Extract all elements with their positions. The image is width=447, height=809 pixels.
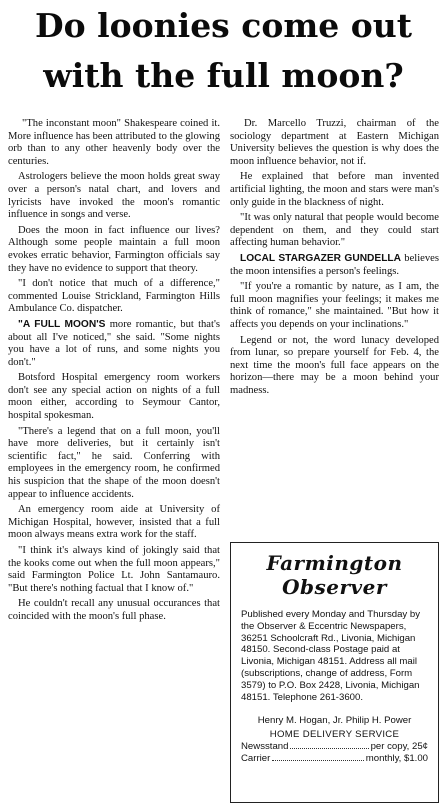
- headline: [6, 0, 441, 98]
- paragraph: "There's a legend that on a full moon, you'll have more deliveries, but it certainly isn't scientific fact," he said. Conferring with employees in the emergency room, he confirmed his suspicion that the shape of the moon doesn't appear to influence accidents.: [8, 425, 220, 500]
- masthead-title-line-2: Observer: [282, 575, 387, 599]
- masthead-publishers: Henry M. Hogan, Jr. Philip H. Power: [257, 715, 412, 727]
- headline-line-2: with the full moon?: [43, 56, 404, 95]
- masthead-title: [241, 551, 428, 599]
- paragraph: He explained that before man invented artificial lighting, the moon and stars were man's only guide in the blackness of night.: [230, 171, 439, 208]
- home-delivery-heading: HOME DELIVERY SERVICE: [269, 729, 400, 741]
- paragraph: "It was only natural that people would become dependent on them, and they could start affecting human behavior.": [230, 212, 439, 249]
- paragraph: Astrologers believe the moon holds great sway over a person's natal chart, and lovers and lyricists have invoked the moon's romantic influence in songs and verse.: [8, 171, 220, 221]
- paragraph: [8, 319, 220, 369]
- paragraph-lead-in: "A FULL MOON'S: [18, 318, 106, 330]
- paragraph: "I don't notice that much of a difference," commented Louise Strickland, Farmington Hills Ambulance Co. dispatcher.: [8, 278, 220, 315]
- paragraph: Does the moon in fact influence our lives? Although some people maintain a full moon evokes erratic behavior, Farmington officials say they have no evidence to support that theory.: [8, 224, 220, 274]
- rate-value: monthly, $1.00: [365, 753, 428, 765]
- paragraph-text: more romantic, but that's about all I've noticed," she said. "Some nights you have a lot of runs, and some nights you don't.": [8, 318, 220, 368]
- rate-row-newsstand: [241, 741, 428, 752]
- paragraph-lead-in: LOCAL STARGAZER GUNDELLA: [240, 252, 402, 264]
- paragraph: He couldn't recall any unusual occurances that coincided with the moon's full phase.: [8, 598, 220, 622]
- paragraph: [230, 253, 439, 278]
- masthead-title-line-1: Farmington: [266, 551, 403, 575]
- dot-leader: [272, 753, 363, 761]
- paragraph-text: believes the moon intensifies a person's feelings.: [230, 252, 439, 277]
- rate-value: per copy, 25¢: [370, 741, 428, 753]
- paragraph: Botsford Hospital emergency room workers don't see any special action on nights of a full moon either, according to Seymour Cantor, hospital spokesman.: [8, 372, 220, 422]
- paragraph: "The inconstant moon" Shakespeare coined it. More influence has been attributed to the glowing orb than to any other heavenly body over the centuries.: [8, 118, 220, 167]
- rate-label: Newsstand: [241, 741, 289, 753]
- masthead-box: [230, 542, 439, 803]
- paragraph: "If you're a romantic by nature, as I am, the full moon magnifies your feelings; it makes me think of romance," she maintained. "But how it affects you depends on your inclinations.": [230, 281, 439, 330]
- paragraph: "I think it's always kind of jokingly said that the kooks come out when the full moon appears," said Farmington Police Lt. John Santamauro. "But there's nothing factual that I know of.": [8, 545, 220, 594]
- left-column: [8, 118, 220, 627]
- headline-line-1: Do loonies come out: [34, 6, 413, 45]
- paragraph: Dr. Marcello Truzzi, chairman of the sociology department at Eastern Michigan University believes the question is why does the moon influence behavior, not if.: [230, 118, 439, 167]
- dot-leader: [290, 741, 368, 749]
- right-column: [230, 118, 439, 400]
- masthead-publication-info: Published every Monday and Thursday by the Observer & Eccentric Newspapers, 36251 Schoolcraft Rd., Livonia, Michigan 48150. Second-class Postage paid at Livonia, Michigan 48151. Address all mail (subscriptions, change of address, Form 3579) to P.O. Box 2428, Livonia, Michigan 48151. Telephone 261-3600.: [241, 609, 421, 703]
- paragraph: An emergency room aide at University of Michigan Hospital, however, insisted that a full moon always means extra work for the staff.: [8, 504, 220, 541]
- paragraph: Legend or not, the word lunacy developed from lunar, so prepare yourself for Feb. 4, the next time the moon's full face appears on the horizon—there may be a moon behind your madness.: [230, 334, 439, 396]
- rate-label: Carrier: [241, 753, 271, 765]
- rate-row-carrier: [241, 753, 428, 764]
